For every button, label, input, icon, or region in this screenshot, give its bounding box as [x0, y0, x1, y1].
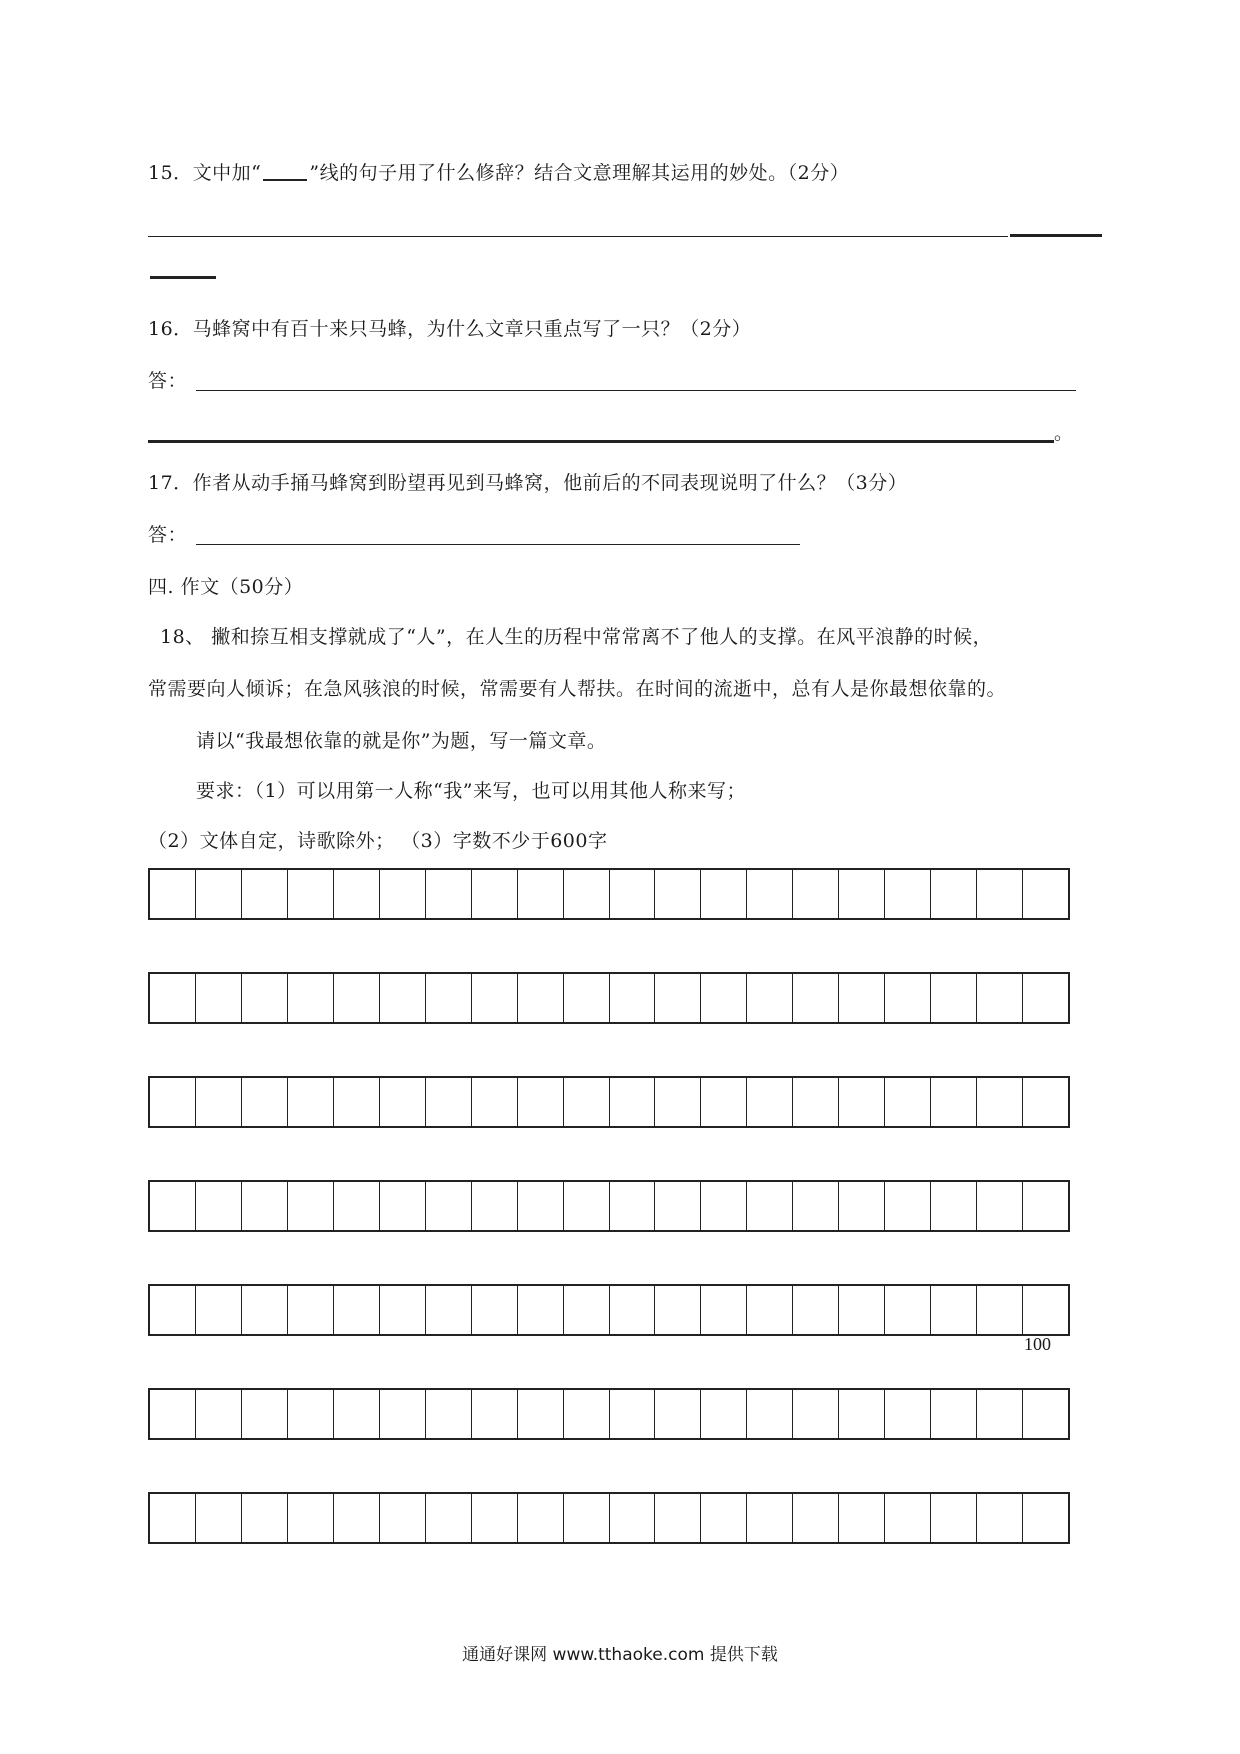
grid-cell[interactable]	[518, 870, 564, 918]
grid-cell[interactable]	[885, 1390, 931, 1438]
grid-cell[interactable]	[655, 1286, 701, 1334]
answer-label-17: 答：	[148, 524, 188, 546]
grid-cell[interactable]	[518, 974, 564, 1022]
grid-cell[interactable]	[564, 974, 610, 1022]
grid-cell[interactable]	[793, 1078, 839, 1126]
grid-cell[interactable]	[931, 974, 977, 1022]
grid-cell[interactable]	[150, 1182, 196, 1230]
grid-cell[interactable]	[701, 974, 747, 1022]
grid-cell[interactable]	[1023, 974, 1068, 1022]
grid-cell[interactable]	[242, 974, 288, 1022]
grid-cell[interactable]	[380, 1390, 426, 1438]
grid-cell[interactable]	[885, 1286, 931, 1334]
grid-cell[interactable]	[747, 1286, 793, 1334]
question-18-requirement2: （2）文体自定，诗歌除外； （3）字数不少于600字	[148, 830, 608, 852]
grid-cell[interactable]	[472, 1182, 518, 1230]
end-mark-16: 。	[1054, 422, 1074, 444]
grid-cell[interactable]	[701, 1390, 747, 1438]
grid-cell[interactable]	[242, 870, 288, 918]
grid-cell[interactable]	[380, 1286, 426, 1334]
footer: 通通好课网 www.tthaoke.com 提供下载	[462, 1645, 778, 1665]
answer-line-16b[interactable]	[148, 440, 1054, 443]
grid-cell[interactable]	[380, 1494, 426, 1542]
grid-cell[interactable]	[288, 974, 334, 1022]
question-17: 17．作者从动手捅马蜂窝到盼望再见到马蜂窝，他前后的不同表现说明了什么？（3分）	[148, 472, 908, 494]
grid-cell[interactable]	[564, 870, 610, 918]
grid-cell[interactable]	[610, 1390, 656, 1438]
answer-line-15c[interactable]	[150, 276, 216, 279]
grid-row[interactable]	[148, 1180, 1070, 1232]
grid-cell[interactable]	[472, 870, 518, 918]
grid-cell[interactable]	[518, 1494, 564, 1542]
question-18-line2: 常需要向人倾诉；在急风骇浪的时候，常需要有人帮扶。在时间的流逝中，总有人是你最想依靠的。	[148, 678, 1007, 700]
grid-cell[interactable]	[426, 1494, 472, 1542]
grid-cell[interactable]	[701, 1286, 747, 1334]
grid-cell[interactable]	[931, 1494, 977, 1542]
grid-cell[interactable]	[242, 1078, 288, 1126]
grid-cell[interactable]	[885, 974, 931, 1022]
grid-cell[interactable]	[839, 1078, 885, 1126]
grid-row[interactable]	[148, 1076, 1070, 1128]
grid-cell[interactable]	[839, 974, 885, 1022]
grid-cell[interactable]	[426, 1390, 472, 1438]
grid-cell[interactable]	[839, 870, 885, 918]
grid-cell[interactable]	[655, 1182, 701, 1230]
grid-cell[interactable]	[196, 870, 242, 918]
grid-cell[interactable]	[426, 974, 472, 1022]
grid-cell[interactable]	[150, 1494, 196, 1542]
grid-row[interactable]	[148, 1284, 1070, 1336]
grid-cell[interactable]	[426, 1078, 472, 1126]
underline-sample	[263, 161, 307, 181]
grid-cell[interactable]	[196, 1494, 242, 1542]
grid-cell[interactable]	[1023, 1182, 1068, 1230]
question-15-text-before: 15．文中加“	[148, 162, 262, 184]
grid-cell[interactable]	[747, 1078, 793, 1126]
grid-cell[interactable]	[839, 1390, 885, 1438]
grid-cell[interactable]	[196, 1390, 242, 1438]
grid-cell[interactable]	[1023, 1494, 1068, 1542]
grid-cell[interactable]	[977, 1286, 1023, 1334]
grid-cell[interactable]	[472, 1286, 518, 1334]
grid-cell[interactable]	[977, 1390, 1023, 1438]
question-18-line1: 18、 撇和捺互相支撑就成了“人”，在人生的历程中常常离不了他人的支撑。在风平浪静的时候，	[160, 626, 993, 648]
question-18-requirement1: 要求：（1）可以用第一人称“我”来写，也可以用其他人称来写；	[196, 780, 747, 802]
grid-cell[interactable]	[747, 1390, 793, 1438]
grid-cell[interactable]	[288, 870, 334, 918]
grid-cell[interactable]	[242, 1182, 288, 1230]
grid-cell[interactable]	[701, 1494, 747, 1542]
grid-cell[interactable]	[793, 1494, 839, 1542]
grid-cell[interactable]	[334, 1182, 380, 1230]
grid-cell[interactable]	[380, 870, 426, 918]
grid-cell[interactable]	[655, 974, 701, 1022]
grid-row[interactable]	[148, 972, 1070, 1024]
grid-cell[interactable]	[610, 974, 656, 1022]
grid-cell[interactable]	[426, 1182, 472, 1230]
grid-cell[interactable]	[564, 1182, 610, 1230]
grid-cell[interactable]	[380, 1182, 426, 1230]
char-count-mark: 100	[1024, 1334, 1051, 1354]
grid-cell[interactable]	[793, 974, 839, 1022]
question-18-line3: 请以“我最想依靠的就是你”为题，写一篇文章。	[196, 730, 607, 752]
grid-cell[interactable]	[334, 974, 380, 1022]
grid-cell[interactable]	[334, 870, 380, 918]
grid-cell[interactable]	[931, 870, 977, 918]
grid-cell[interactable]	[380, 974, 426, 1022]
grid-cell[interactable]	[288, 1078, 334, 1126]
grid-cell[interactable]	[518, 1390, 564, 1438]
grid-cell[interactable]	[334, 1494, 380, 1542]
answer-line-16a[interactable]	[196, 390, 1076, 391]
answer-line-17[interactable]	[196, 544, 800, 545]
grid-cell[interactable]	[793, 870, 839, 918]
grid-cell[interactable]	[610, 1078, 656, 1126]
grid-cell[interactable]	[150, 1286, 196, 1334]
grid-cell[interactable]	[426, 1286, 472, 1334]
grid-cell[interactable]	[196, 974, 242, 1022]
grid-row[interactable]	[148, 1492, 1070, 1544]
grid-cell[interactable]	[839, 1286, 885, 1334]
grid-cell[interactable]	[150, 974, 196, 1022]
grid-cell[interactable]	[1023, 870, 1068, 918]
grid-cell[interactable]	[196, 1286, 242, 1334]
grid-cell[interactable]	[931, 1286, 977, 1334]
grid-cell[interactable]	[564, 1494, 610, 1542]
grid-cell[interactable]	[977, 1494, 1023, 1542]
grid-cell[interactable]	[793, 1286, 839, 1334]
grid-cell[interactable]	[288, 1494, 334, 1542]
grid-cell[interactable]	[518, 1182, 564, 1230]
grid-cell[interactable]	[472, 1390, 518, 1438]
grid-cell[interactable]	[610, 1494, 656, 1542]
grid-cell[interactable]	[885, 1182, 931, 1230]
answer-line-15b[interactable]	[1010, 234, 1102, 237]
grid-cell[interactable]	[196, 1182, 242, 1230]
grid-cell[interactable]	[977, 974, 1023, 1022]
grid-cell[interactable]	[1023, 1286, 1068, 1334]
grid-cell[interactable]	[610, 1286, 656, 1334]
grid-cell[interactable]	[150, 1390, 196, 1438]
grid-cell[interactable]	[655, 1494, 701, 1542]
grid-cell[interactable]	[701, 870, 747, 918]
grid-cell[interactable]	[334, 1078, 380, 1126]
grid-cell[interactable]	[1023, 1078, 1068, 1126]
grid-cell[interactable]	[747, 870, 793, 918]
grid-cell[interactable]	[472, 1078, 518, 1126]
grid-cell[interactable]	[150, 870, 196, 918]
grid-cell[interactable]	[380, 1078, 426, 1126]
grid-cell[interactable]	[655, 870, 701, 918]
grid-cell[interactable]	[747, 974, 793, 1022]
grid-cell[interactable]	[931, 1182, 977, 1230]
grid-cell[interactable]	[839, 1494, 885, 1542]
grid-cell[interactable]	[196, 1078, 242, 1126]
grid-cell[interactable]	[518, 1078, 564, 1126]
grid-cell[interactable]	[701, 1182, 747, 1230]
grid-cell[interactable]	[334, 1390, 380, 1438]
grid-cell[interactable]	[610, 870, 656, 918]
grid-cell[interactable]	[977, 1078, 1023, 1126]
grid-cell[interactable]	[242, 1390, 288, 1438]
question-15-text-after: ”线的句子用了什么修辞？结合文意理解其运用的妙处。（2分）	[309, 162, 850, 184]
grid-cell[interactable]	[747, 1182, 793, 1230]
grid-cell[interactable]	[150, 1078, 196, 1126]
section-title: 四. 作文（50分）	[148, 576, 304, 598]
grid-cell[interactable]	[288, 1182, 334, 1230]
grid-cell[interactable]	[242, 1494, 288, 1542]
grid-cell[interactable]	[1023, 1390, 1068, 1438]
grid-cell[interactable]	[885, 1078, 931, 1126]
grid-cell[interactable]	[885, 1494, 931, 1542]
grid-cell[interactable]	[885, 870, 931, 918]
grid-cell[interactable]	[655, 1078, 701, 1126]
grid-cell[interactable]	[564, 1390, 610, 1438]
grid-cell[interactable]	[472, 974, 518, 1022]
grid-cell[interactable]	[564, 1286, 610, 1334]
question-15	[148, 160, 849, 186]
grid-cell[interactable]	[610, 1182, 656, 1230]
grid-cell[interactable]	[242, 1286, 288, 1334]
grid-row[interactable]	[148, 868, 1070, 920]
grid-cell[interactable]	[977, 870, 1023, 918]
answer-label-16: 答：	[148, 370, 188, 392]
question-16: 16．马蜂窝中有百十来只马蜂，为什么文章只重点写了一只？（2分）	[148, 318, 752, 340]
grid-cell[interactable]	[426, 870, 472, 918]
grid-cell[interactable]	[334, 1286, 380, 1334]
grid-cell[interactable]	[518, 1286, 564, 1334]
answer-line-15a[interactable]	[148, 236, 1008, 237]
grid-cell[interactable]	[564, 1078, 610, 1126]
grid-cell[interactable]	[931, 1078, 977, 1126]
grid-cell[interactable]	[931, 1390, 977, 1438]
grid-cell[interactable]	[472, 1494, 518, 1542]
grid-cell[interactable]	[793, 1390, 839, 1438]
grid-cell[interactable]	[793, 1182, 839, 1230]
grid-cell[interactable]	[701, 1078, 747, 1126]
grid-cell[interactable]	[288, 1286, 334, 1334]
grid-row[interactable]	[148, 1388, 1070, 1440]
grid-cell[interactable]	[655, 1390, 701, 1438]
grid-cell[interactable]	[977, 1182, 1023, 1230]
grid-cell[interactable]	[288, 1390, 334, 1438]
grid-cell[interactable]	[747, 1494, 793, 1542]
grid-cell[interactable]	[839, 1182, 885, 1230]
